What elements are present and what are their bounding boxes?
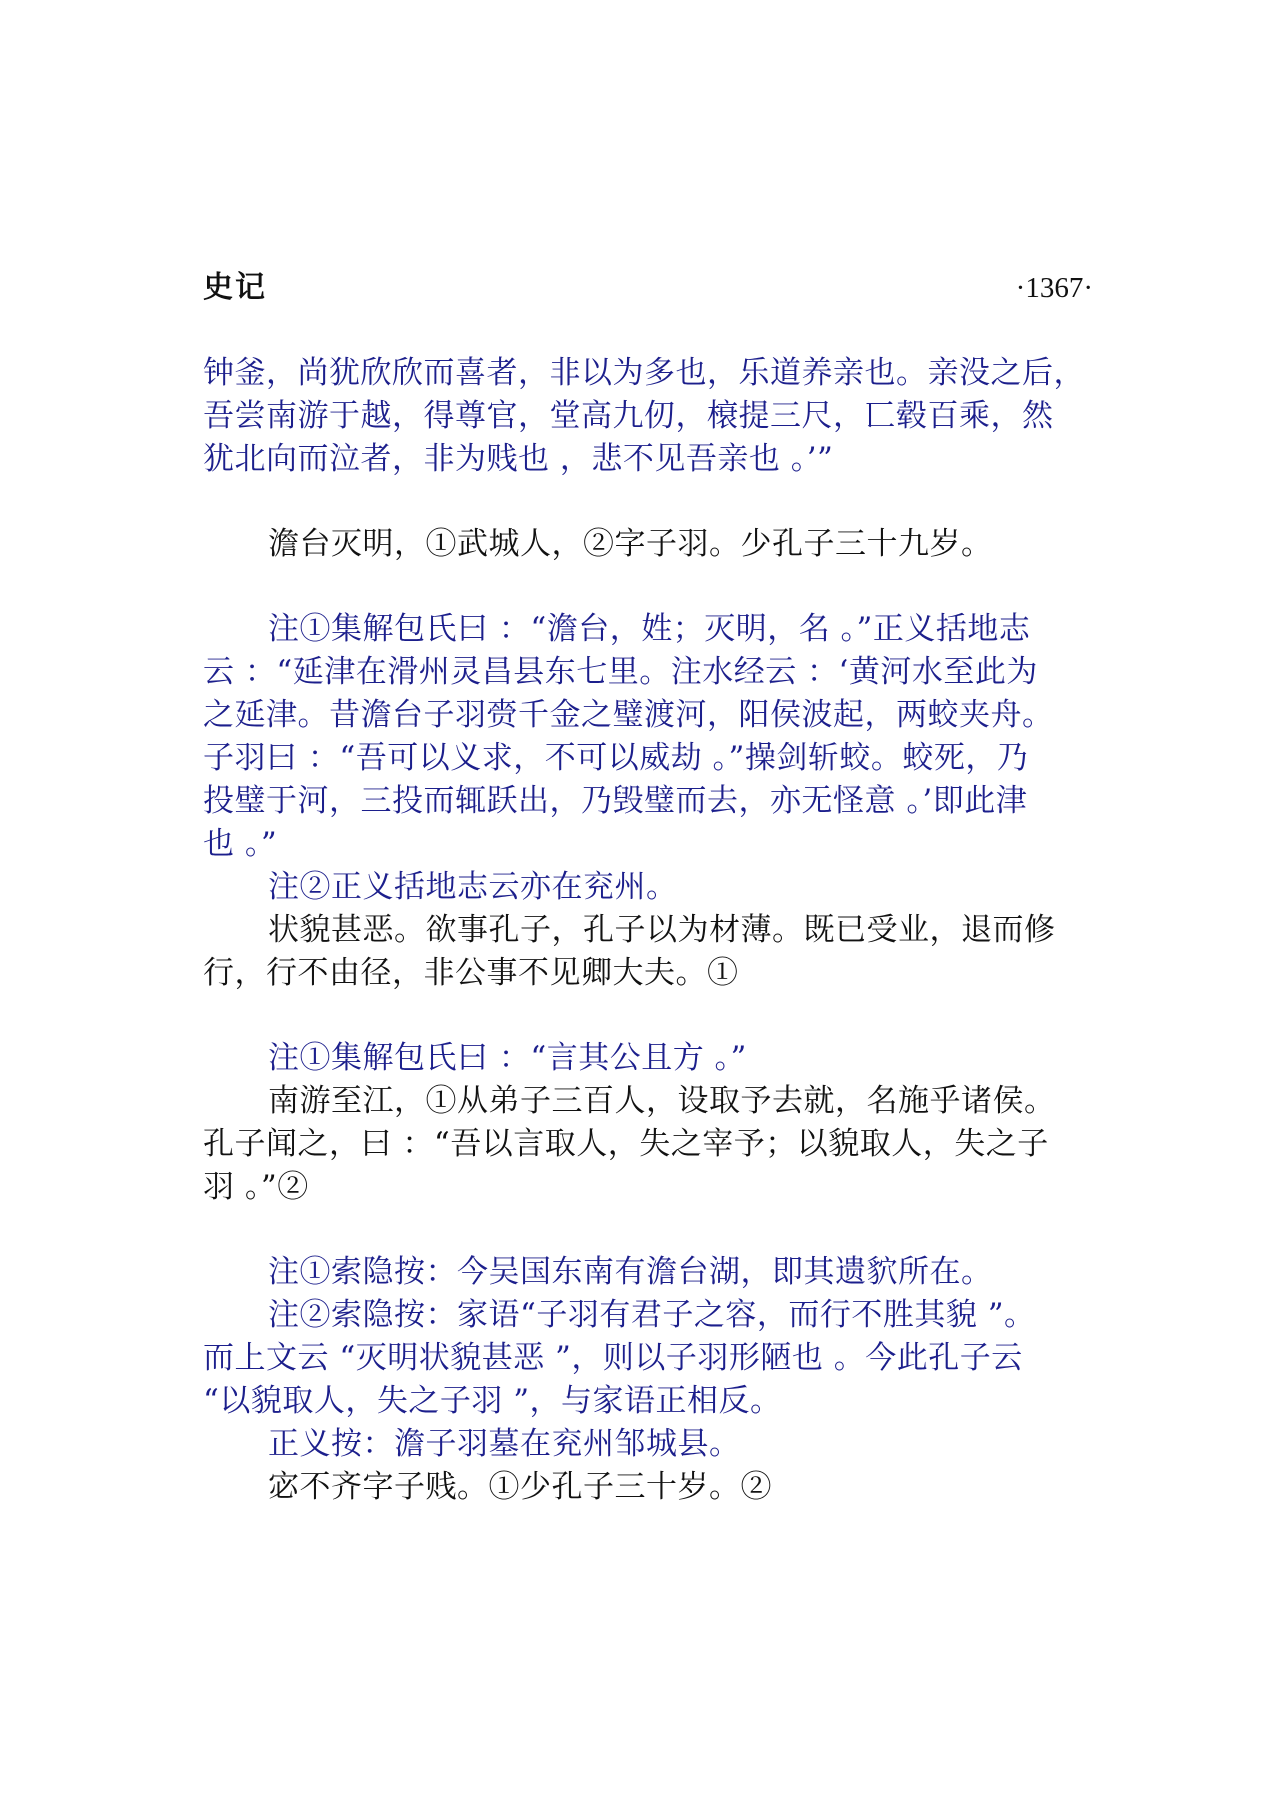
text-line: 犹北向而泣者，非为贱也 ，悲不见吾亲也 。’” [203,441,834,477]
paragraph-gap [203,995,1093,1037]
annotation-line: 云 ：“延津在滑州灵昌县东七里。注水经云 ：‘黄河水至此为 [203,654,1038,690]
annotation-line: 之延津。昔澹台子羽赍千金之璧渡河，阳侯波起，两蛟夹舟。 [203,697,1054,733]
page-body [203,352,1093,1509]
paragraph-line: 状貌甚恶。欲事孔子，孔子以为材薄。既已受业，退而修 [268,912,1056,948]
annotation-line: 而上文云 “灭明状貌甚恶 ”，则以子羽形陋也 。今此孔子云 [203,1340,1023,1376]
text-line: 吾尝南游于越，得尊官，堂高九仞，榱提三尺，匸毂百乘，然 [203,398,1054,434]
annotation-line: 也 。” [203,826,278,862]
annotation-line: 子羽曰 ：“吾可以义求，不可以威劫 。”操剑斩蛟。蛟死，乃 [203,740,1029,776]
paragraph-line: 南游至江，①从弟子三百人，设取予去就，名施乎诸侯。 [268,1083,1056,1119]
annotation-line: 正义按：澹子羽墓在兖州邹城县。 [268,1426,741,1462]
paragraph-line: 行，行不由径，非公事不见卿大夫。① [203,955,739,991]
paragraph-line: 宓不齐字子贱。①少孔子三十岁。② [268,1469,772,1505]
annotation-line: 注①集解包氏曰 ：“澹台，姓；灭明，名 。”正义括地志 [268,611,1031,647]
annotation-line: 注①索隐按：今吴国东南有澹台湖，即其遗貁所在。 [268,1254,993,1290]
paragraph-gap [203,481,1093,523]
annotation-line: “以貌取人，失之子羽 ”，与家语正相反。 [203,1383,782,1419]
page-number: ·1367· [1015,272,1093,304]
paragraph-line: 羽 。”② [203,1169,309,1205]
running-title: 史记 [203,270,267,305]
paragraph-line: 孔子闻之，曰 ：“吾以言取人，失之宰予；以貌取人，失之子 [203,1126,1049,1162]
annotation-line: 投璧于河，三投而辄跃出，乃毁璧而去，亦无怪意 。’即此津 [203,783,1028,819]
paragraph-line: 澹台灭明，①武城人，②字子羽。少孔子三十九岁。 [268,526,993,562]
page-header [203,268,1093,316]
annotation-line: 注②索隐按：家语“子羽有君子之容，而行不胜其貌 ”。 [268,1297,1036,1333]
annotation-line: 注①集解包氏曰 ：“言其公且方 。” [268,1040,747,1076]
annotation-line: 注②正义括地志云亦在兖州。 [268,869,678,905]
paragraph-gap [203,566,1093,608]
text-line: 钟釜，尚犹欣欣而喜者，非以为多也，乐道养亲也。亲没之后， [203,355,1085,391]
paragraph-gap [203,1209,1093,1251]
